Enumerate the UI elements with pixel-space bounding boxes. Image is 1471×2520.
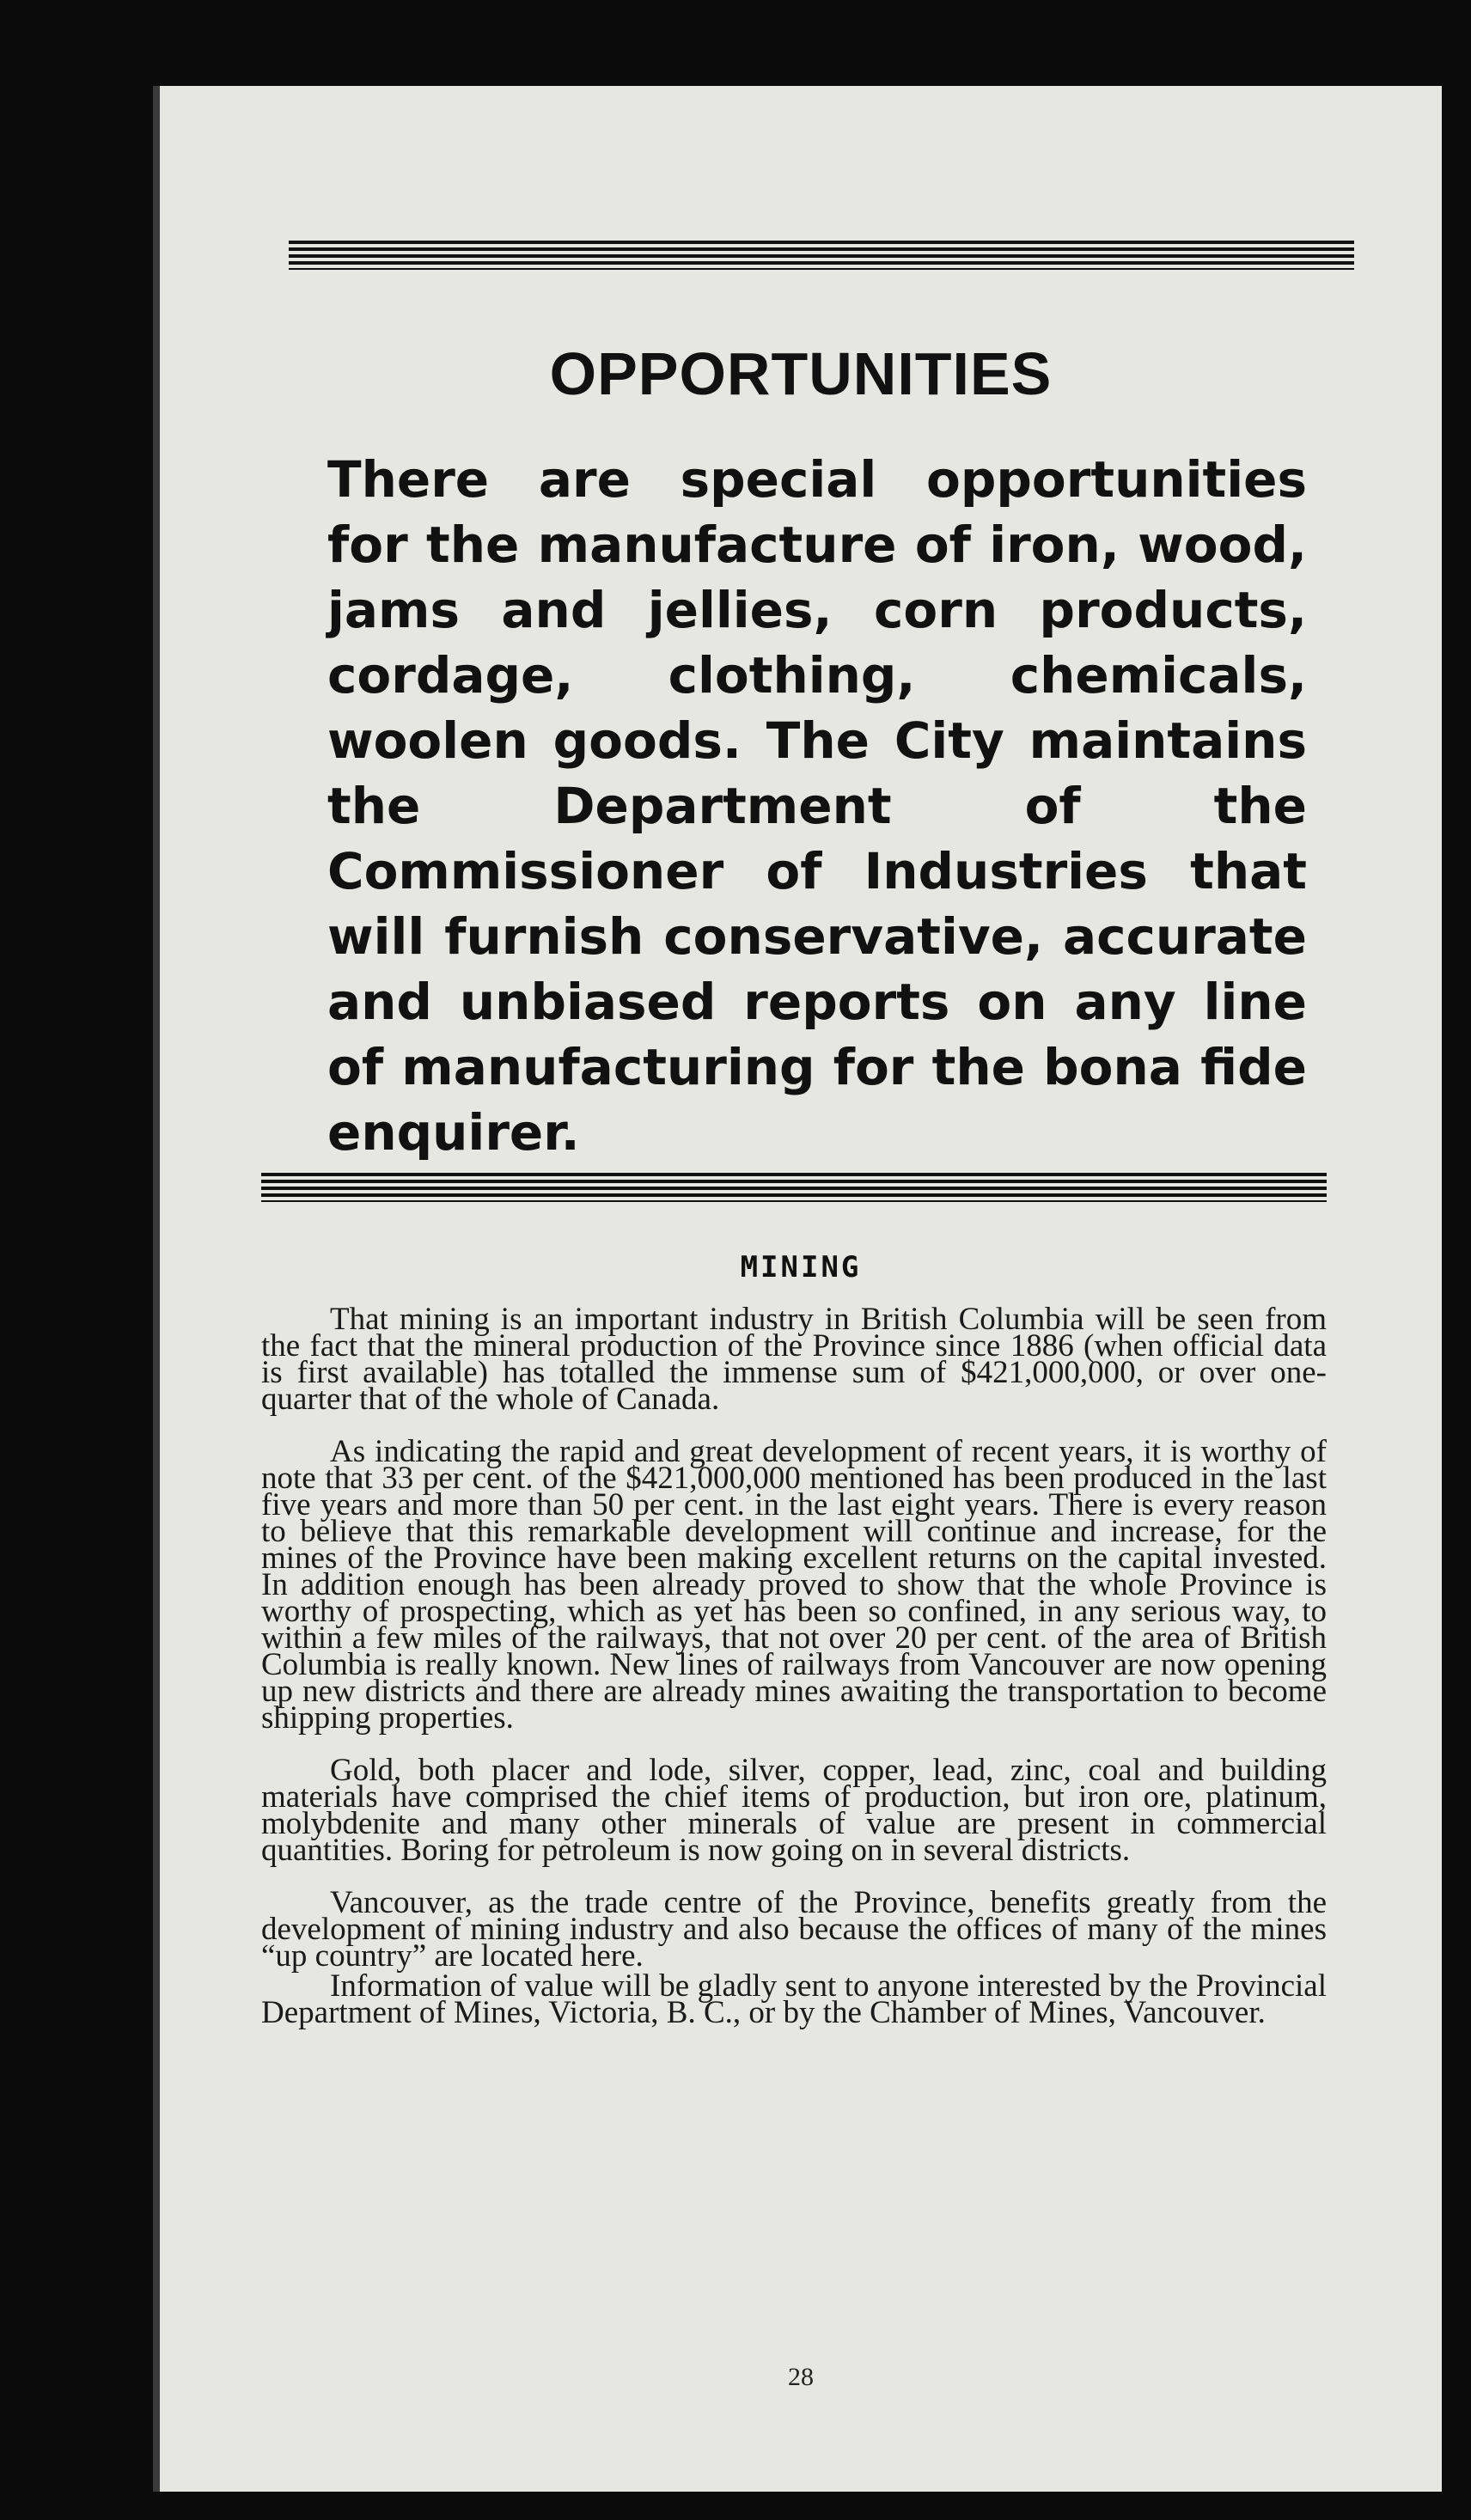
opportunities-paragraph: There are special opportunities for the manufacture of iron, wood, jams and jellies, corn products, cordage, clothing, chemicals, woolen goods. The City maintains the Department of the Commissioner of Industries that will furnish conservative, accurate and unbiased reports on any line of manufacturing for the bona fide enquirer. [327,450,1307,1162]
page-title: OPPORTUNITIES [549,340,1053,407]
mining-section [261,1302,1327,2052]
mining-paragraph: Information of value will be gladly sent to anyone interested by the Provincial Department of Mines, Victoria, B. C., or by the Chamber of Mines, Vancouver. [261,1968,1327,2030]
book-page [153,86,1442,2492]
mining-paragraph: Gold, both placer and lode, silver, copper, lead, zinc, coal and building materials have comprised the chief items of production, but iron ore, platinum, molybdenite and many other minerals of value are present in commercial quantities. Boring for petroleum is now going on in several districts. [261,1753,1327,1868]
middle-divider-rule [261,1173,1327,1202]
mining-paragraph: Vancouver, as the trade centre of the Province, benefits greatly from the development of mining industry and also because the offices of many of the mines “up country” are located here. [261,1885,1327,1974]
page-number: 28 [788,2363,814,2391]
mining-heading: MINING [740,1250,862,1284]
top-divider-rule [289,241,1354,270]
mining-paragraph: As indicating the rapid and great development of recent years, it is worthy of note that 33 per cent. of the $421,000,000 mentioned has been produced in the last five years and more than 50 per cent. in the last eight years. There is every reason to believe that this remarkable development will continue and increase, for the mines of the Province have been making excellent returns on the capital invested. In addition enough has been already proved to show that the whole Province is worthy of prospecting, which as yet has been so confined, in any serious way, to within a few miles of the railways, that not over 20 per cent. of the area of British Columbia is really known. New lines of railways from Vancouver are now opening up new districts and there are already mines awaiting the transportation to become shipping properties. [261,1434,1327,1736]
mining-paragraph: That mining is an important industry in British Columbia will be seen from the fact that the mineral production of the Province since 1886 (when official data is first available) has totalled the immense sum of $421,000,000, or over one-quarter that of the whole of Canada. [261,1302,1327,1417]
